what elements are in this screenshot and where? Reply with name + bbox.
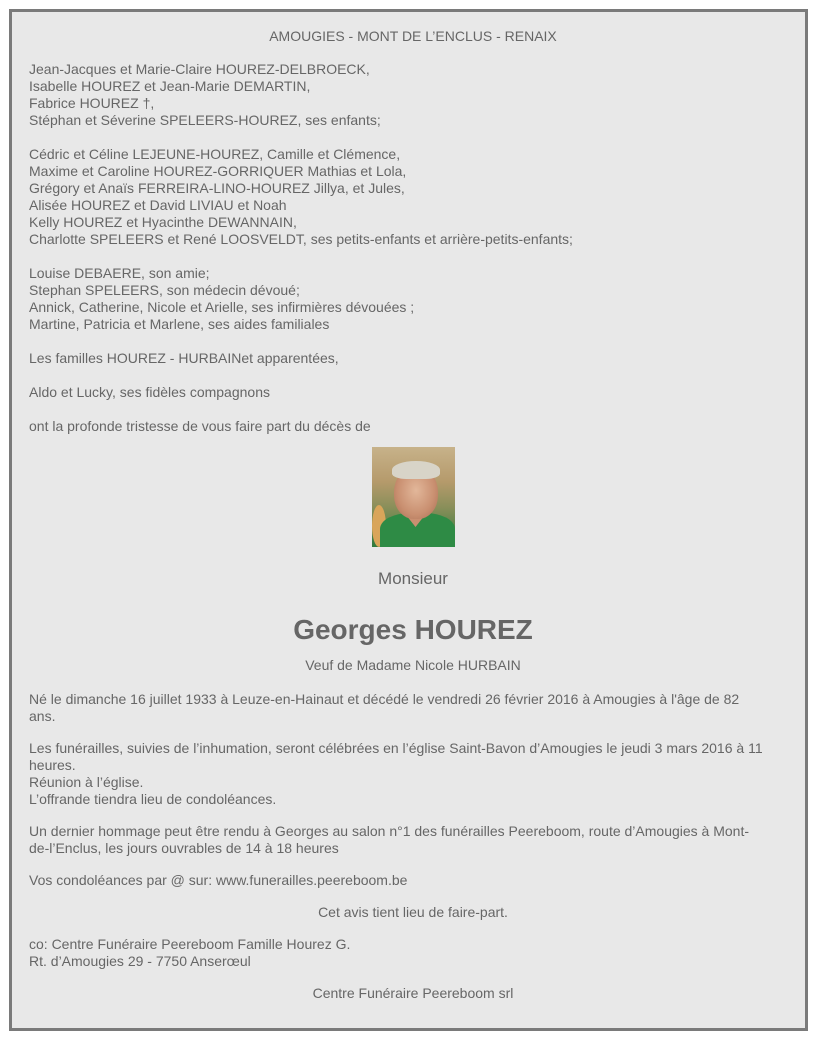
children-list xyxy=(29,61,797,129)
grandchildren-line: Grégory et Anaïs FERREIRA-LINO-HOUREZ Jillya, et Jules, xyxy=(29,180,405,196)
carers-line: Annick, Catherine, Nicole et Arielle, ses infirmières dévouées ; xyxy=(29,299,415,315)
funeral-line: Les funérailles, suivies de l’inhumation, seront célébrées en l’église Saint-Bavon d’Amougies le jeudi 3 mars 2016 à 11 xyxy=(29,740,763,756)
carers-line: Martine, Patricia et Marlene, ses aides familiales xyxy=(29,316,330,332)
children-line: Fabrice HOUREZ †, xyxy=(29,95,155,111)
carers-line: Stephan SPELEERS, son médecin dévoué; xyxy=(29,282,300,298)
contact-block xyxy=(29,936,797,970)
tribute-line: Un dernier hommage peut être rendu à Georges au salon n°1 des funérailles Peereboom, route d’Amougies à Mont- xyxy=(29,823,750,839)
grandchildren-line: Maxime et Caroline HOUREZ-GORRIQUER Mathias et Lola, xyxy=(29,163,407,179)
announcement-line: ont la profonde tristesse de vous faire part du décès de xyxy=(29,418,371,434)
children-line: Stéphan et Séverine SPELEERS-HOUREZ, ses enfants; xyxy=(29,112,381,128)
families-line: Les familles HOUREZ - HURBAINet apparentées, xyxy=(29,350,339,366)
condolences-text: Vos condoléances par @ sur: www.funerailles.peereboom.be xyxy=(29,872,408,888)
obituary-card xyxy=(9,9,808,1031)
funeral-line: heures. xyxy=(29,757,76,773)
tribute-line: de-l’Enclus, les jours ouvrables de 14 à 18 heures xyxy=(29,840,339,856)
funeral-line: Réunion à l’église. xyxy=(29,774,144,790)
carers-list xyxy=(29,265,797,333)
children-line: Jean-Jacques et Marie-Claire HOUREZ-DELBROECK, xyxy=(29,61,370,77)
companions-line: Aldo et Lucky, ses fidèles compagnons xyxy=(29,384,270,400)
carers-line: Louise DEBAERE, son amie; xyxy=(29,265,210,281)
notice-line: Cet avis tient lieu de faire-part. xyxy=(318,904,508,920)
photo-wrapper xyxy=(29,447,797,547)
photo-hair xyxy=(392,461,440,479)
birth-death-line: Né le dimanche 16 juillet 1933 à Leuze-en-Hainaut et décédé le vendredi 26 février 2016 à Amougies à l'âge de 82 xyxy=(29,691,740,707)
grandchildren-line: Charlotte SPELEERS et René LOOSVELDT, ses petits-enfants et arrière-petits-enfants; xyxy=(29,231,573,247)
funeral-line: L’offrande tiendra lieu de condoléances. xyxy=(29,791,277,807)
birth-death-text xyxy=(29,691,797,725)
honorific: Monsieur xyxy=(378,569,448,588)
footer-line: Centre Funéraire Peereboom srl xyxy=(312,985,514,1001)
tribute-text xyxy=(29,823,797,857)
birth-death-line: ans. xyxy=(29,708,56,724)
widower-line: Veuf de Madame Nicole HURBAIN xyxy=(305,657,521,673)
grandchildren-line: Alisée HOUREZ et David LIVIAU et Noah xyxy=(29,197,287,213)
deceased-name: Georges HOUREZ xyxy=(293,614,533,645)
funeral-text xyxy=(29,740,797,808)
portrait-photo xyxy=(372,447,455,547)
grandchildren-line: Cédric et Céline LEJEUNE-HOUREZ, Camille et Clémence, xyxy=(29,146,401,162)
children-line: Isabelle HOUREZ et Jean-Marie DEMARTIN, xyxy=(29,78,311,94)
location-header: AMOUGIES - MONT DE L’ENCLUS - RENAIX xyxy=(269,28,557,44)
grandchildren-list xyxy=(29,146,797,248)
condolences-line xyxy=(29,872,797,889)
obituary-content xyxy=(29,12,797,1002)
contact-line: Rt. d’Amougies 29 - 7750 Anserœul xyxy=(29,953,251,969)
contact-line: co: Centre Funéraire Peereboom Famille Hourez G. xyxy=(29,936,351,952)
grandchildren-line: Kelly HOUREZ et Hyacinthe DEWANNAIN, xyxy=(29,214,297,230)
